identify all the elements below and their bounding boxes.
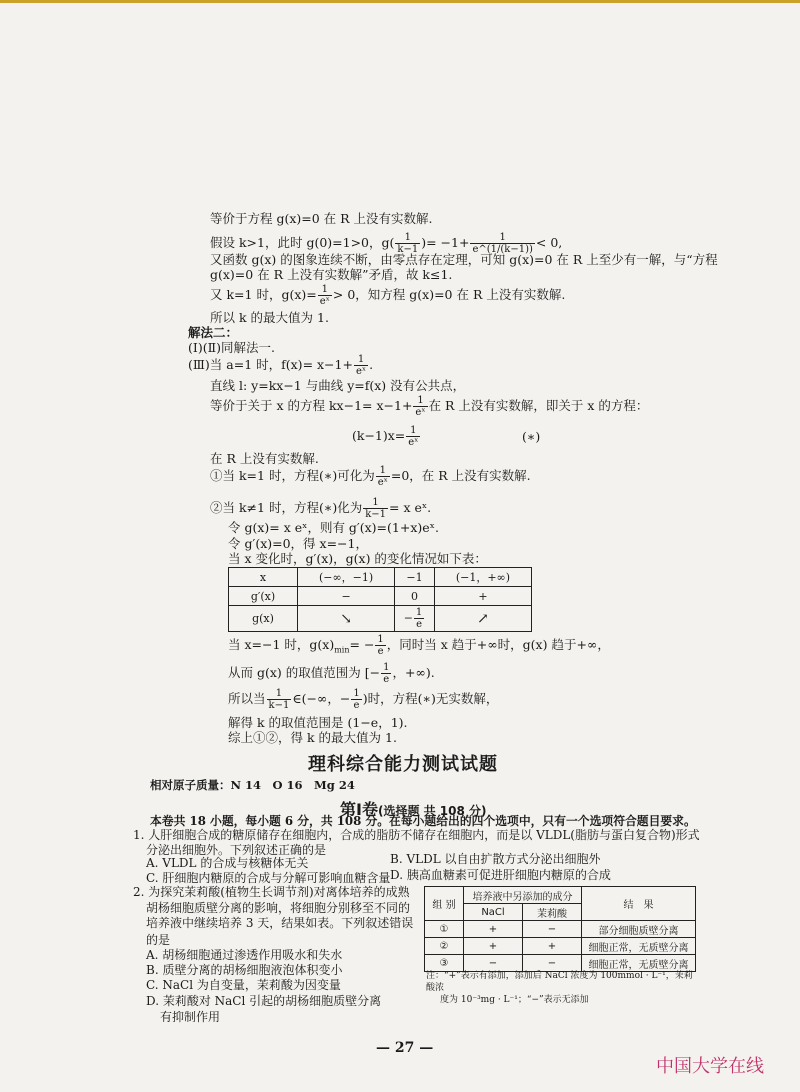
table-note (426, 970, 698, 1006)
watermark: 中国大学在线 (656, 1056, 764, 1077)
fraction: $\frac{1}{\text{eˣ}}$ (415, 395, 426, 418)
solution-line: 当 x 变化时，g′(x)，g(x) 的变化情况如下表： (228, 551, 487, 566)
solution-line: 在 R 上没有实数解. (210, 451, 319, 466)
solution-line: 令 g′(x)=0，得 x=−1， (228, 536, 368, 551)
solution-line: 综上①②，得 k 的最大值为 1. (228, 730, 397, 745)
table-header-cell: NaCl (464, 904, 523, 921)
fraction: $\frac{1}{e}$ (377, 634, 384, 657)
option-d-continued: 有抑制作用 (160, 1010, 221, 1024)
table-header-cell: 茉莉酸 (523, 904, 582, 921)
table-cell: (−∞，−1) (298, 568, 395, 587)
solution-line: ①当 k=1 时，方程(∗)可化为 $\frac{1}{\text{eˣ}}$ =0，在 R 上没有实数解. (210, 465, 531, 488)
page-number: — 27 — (376, 1040, 434, 1056)
question-stem: 1. 人肝细胞合成的糖原储存在细胞内，合成的脂肪不储存在细胞内，而是以 VLDL(脂肪与蛋白复合物)形式 (133, 828, 700, 842)
fraction: $\frac{1}{k-1}$ (365, 497, 387, 520)
section-intro: 本卷共 18 小题，每小题 6 分，共 108 分。在每小题给出的四个选项中，只有一个选项符合题目要求。 (150, 814, 696, 828)
question-stem: 分泌出细胞外。下列叙述正确的是 (146, 843, 327, 857)
table-row (425, 887, 696, 904)
fraction: $\frac{1}{e}$ (353, 688, 360, 711)
table-cell: x (229, 568, 298, 587)
table-cell: 0 (395, 587, 435, 606)
solution-line: 从而 g(x) 的取值范围为 [− $\frac{1}{e}$ ，+∞). (228, 662, 435, 685)
option-c: C. 肝细胞内糖原的合成与分解可影响血糖含量 (146, 871, 391, 885)
increasing-arrow-icon: ↗ (434, 606, 531, 632)
table-cell: ② (425, 938, 464, 955)
table-cell: 细胞正常，无质壁分离 (582, 955, 696, 972)
option-d: D. 胰高血糖素可促进肝细胞内糖原的合成 (390, 868, 611, 882)
table-header-cell: 结 果 (582, 887, 696, 921)
min-value-cell: − $\frac{1}{e}$ (395, 606, 435, 632)
solution-line: ②当 k≠1 时，方程(∗)化为 $\frac{1}{k-1}$ = x eˣ. (210, 497, 432, 520)
table-row (229, 606, 532, 632)
table-cell: − (523, 955, 582, 972)
option-b: B. VLDL 以自由扩散方式分泌出细胞外 (390, 852, 601, 866)
table-note-line: 度为 10⁻³mg · L⁻¹；“−”表示无添加 (440, 995, 589, 1006)
option-a: A. 胡杨细胞通过渗透作用吸水和失水 (146, 948, 343, 962)
solution-line: (Ⅰ)(Ⅱ)同解法一. (188, 340, 275, 355)
solution-line: 又 k=1 时，g(x)= $\frac{1}{\text{eˣ}}$ > 0，知方程 g(x)=0 在 R 上没有实数解. (210, 284, 566, 307)
solution-line: 所以 k 的最大值为 1. (210, 310, 329, 325)
option-c: C. NaCl 为自变量，茉莉酸为因变量 (146, 978, 341, 992)
option-b: B. 质壁分离的胡杨细胞液泡体积变小 (146, 963, 343, 977)
question-stem: 2. 为探究茉莉酸(植物生长调节剂)对离体培养的成熟 (133, 885, 410, 899)
table-cell: − (464, 955, 523, 972)
table-cell: ③ (425, 955, 464, 972)
fraction: $\frac{1}{k-1}$ (268, 688, 290, 711)
question-stem: 胡杨细胞质壁分离的影响，将细胞分别移至不同的 (146, 901, 411, 915)
table-cell: (−1，+∞) (434, 568, 531, 587)
solution-line: 令 g(x)= x eˣ，则有 g′(x)=(1+x)eˣ. (228, 520, 439, 535)
method-heading: 解法二： (188, 325, 239, 340)
table-cell: 部分细胞质壁分离 (582, 921, 696, 938)
table-cell: g(x) (229, 606, 298, 632)
question-stem: 培养液中继续培养 3 天，结果如表。下列叙述错误 (146, 916, 414, 930)
option-d: D. 茉莉酸对 NaCl 引起的胡杨细胞质壁分离 (146, 994, 382, 1008)
table-row (425, 938, 696, 955)
table-row (425, 955, 696, 972)
table-row (229, 587, 532, 606)
solution-line: 等价于方程 g(x)=0 在 R 上没有实数解. (210, 211, 433, 226)
solution-line: 又函数 g(x) 的图象连续不断，由零点存在定理，可知 g(x)=0 在 R 上至少有一解，与“方程 (210, 252, 718, 267)
solution-line: 当 x=−1 时，$g(x)_{min}=$ − $\frac{1}{e}$ ，同时当 x 趋于+∞时，g(x) 趋于+∞， (228, 634, 610, 657)
variation-table (228, 567, 532, 632)
table-row (229, 568, 532, 587)
fraction: $\frac{1}{\text{eˣ}}$ (377, 465, 388, 488)
fraction: $\frac{1}{e}$ (383, 662, 390, 685)
solution-line: 等价于关于 x 的方程 kx−1= x−1+ $\frac{1}{\text{eˣ}}$ 在 R 上没有实数解，即关于 x 的方程： (210, 395, 649, 418)
solution-line: 直线 l: y=kx−1 与曲线 y=f(x) 没有公共点， (210, 378, 466, 393)
table-cell: + (464, 921, 523, 938)
fraction: $\frac{1}{\text{eˣ}}$ (408, 425, 419, 448)
table-cell: ① (425, 921, 464, 938)
solution-line: g(x)=0 在 R 上没有实数解”矛盾，故 k≤1. (210, 267, 453, 282)
equation-star: (k−1)x= $\frac{1}{\text{eˣ}}$ (352, 425, 419, 448)
table-cell: + (523, 938, 582, 955)
table-cell: − (523, 921, 582, 938)
solution-line: 解得 k 的取值范围是 (1−e，1). (228, 715, 408, 730)
table-note-line: 注：“+”表示有添加，添加后 NaCl 浓度为 100mmol · L⁻¹，茉莉酸浓 (426, 971, 693, 994)
question-stem: 的是 (146, 933, 171, 947)
atomic-masses: 相对原子质量：N 14 O 16 Mg 24 (150, 778, 355, 792)
fraction: $\frac{1}{\text{eˣ}}$ (319, 284, 330, 307)
fraction: $\frac{1}{e\^{}(1/(k-1))}$ (472, 232, 533, 255)
experiment-table (424, 886, 696, 972)
table-cell: 细胞正常，无质壁分离 (582, 938, 696, 955)
table-header-cell: 组 别 (425, 887, 464, 921)
table-cell: g′(x) (229, 587, 298, 606)
fraction: $\frac{1}{k-1}$ (397, 232, 419, 255)
volume-heading: 第Ⅰ卷(选择题 共 108 分) (340, 800, 487, 819)
table-row (425, 921, 696, 938)
table-cell: −1 (395, 568, 435, 587)
decreasing-arrow-icon: ↘ (298, 606, 395, 632)
equation-tag: (∗) (522, 429, 541, 444)
fraction: $\frac{1}{\text{eˣ}}$ (355, 354, 367, 377)
solution-line: 假设 k>1，此时 g(0)=1>0，g( $\frac{1}{k-1}$ )= −1+ $\frac{1}{e\^{}(1/(k-1))}$ < 0, (210, 232, 563, 255)
solution-line: (Ⅲ)当 a=1 时，f(x)= x−1+ $\frac{1}{\text{eˣ}}$ . (188, 354, 374, 377)
table-cell: + (464, 938, 523, 955)
section-title: 理科综合能力测试试题 (308, 754, 498, 775)
page-top-strip (0, 0, 800, 3)
table-header-cell: 培养液中另添加的成分 (464, 887, 582, 904)
table-cell: − (298, 587, 395, 606)
solution-line: 所以当 $\frac{1}{k-1}$ ∈(−∞，− $\frac{1}{e}$ )时，方程(∗)无实数解， (228, 688, 499, 711)
table-cell: + (434, 587, 531, 606)
option-a: A. VLDL 的合成与核糖体无关 (146, 856, 309, 870)
